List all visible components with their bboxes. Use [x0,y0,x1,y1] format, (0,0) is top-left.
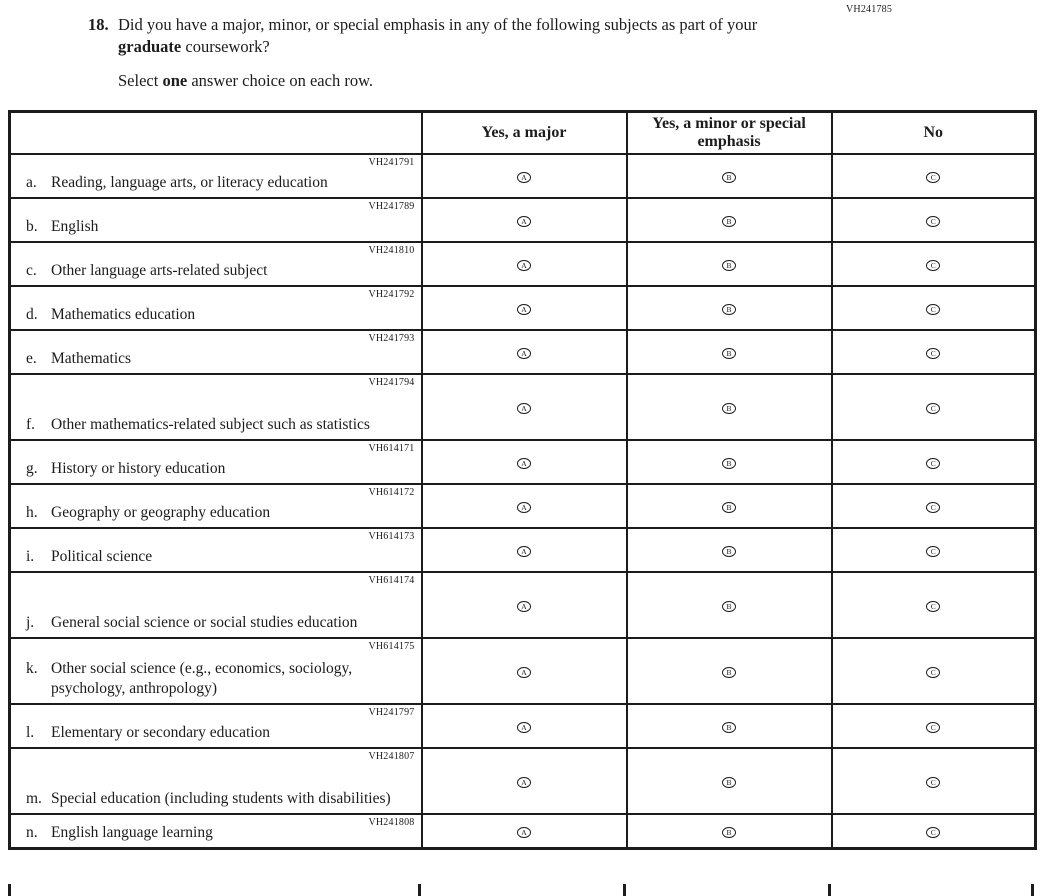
option-cell [422,286,627,330]
row-letter: h. [26,503,38,521]
row-label-cell [10,572,422,638]
instruction-bold: one [162,70,188,90]
radio-yes-major[interactable]: A [517,458,531,469]
option-cell [627,286,832,330]
row-label-text: Geography or geography education [51,503,271,521]
row-letter: c. [26,261,37,279]
radio-no[interactable]: C [926,546,940,557]
question-text-pre: Did you have a major, minor, or special emphasis in any of the following subjects as part of your [118,15,758,34]
row-letter: f. [26,415,36,433]
row-label-cell [10,286,422,330]
row-label [26,415,415,435]
column-header-yes-minor-special: Yes, a minor or special emphasis [627,112,832,154]
row-label-text: General social science or social studies education [51,613,358,631]
instruction-pre: Select [118,70,163,90]
radio-yes-minor-special[interactable]: B [722,722,736,733]
row-letter: a. [26,173,37,191]
row-label [26,823,415,843]
radio-no[interactable]: C [926,502,940,513]
option-cell [627,440,832,484]
radio-yes-minor-special[interactable]: B [722,348,736,359]
option-cell [832,286,1036,330]
row-label [26,789,415,809]
option-cell [832,814,1036,849]
row-label-cell [10,374,422,440]
row-label [26,305,415,325]
row-variable-code: VH614171 [368,442,415,454]
response-grid [8,110,1037,850]
row-label-cell [10,484,422,528]
option-cell [627,638,832,704]
radio-yes-minor-special[interactable]: B [722,216,736,227]
row-letter: d. [26,305,38,323]
radio-no[interactable]: C [926,403,940,414]
option-cell [832,704,1036,748]
table-row [10,704,1036,748]
radio-yes-major[interactable]: A [517,260,531,271]
row-variable-code: VH241792 [368,288,415,300]
radio-no[interactable]: C [926,304,940,315]
question-block [88,14,828,91]
option-cell [832,198,1036,242]
row-label-text: History or history education [51,459,226,477]
question-number: 18. [88,15,109,34]
row-letter: m. [26,789,42,807]
row-label-text: Other mathematics-related subject such as statistics [51,415,370,433]
option-cell [627,748,832,814]
radio-no[interactable]: C [926,722,940,733]
radio-yes-minor-special[interactable]: B [722,304,736,315]
row-label-cell [10,440,422,484]
radio-yes-minor-special[interactable]: B [722,827,736,838]
row-label-text: Political science [51,547,153,565]
radio-yes-minor-special[interactable]: B [722,667,736,678]
option-cell [422,748,627,814]
option-cell [627,242,832,286]
option-cell [627,704,832,748]
radio-no[interactable]: C [926,667,940,678]
row-letter: j. [26,613,35,631]
row-label [26,613,415,633]
row-letter: k. [26,660,38,678]
radio-yes-major[interactable]: A [517,601,531,612]
table-row [10,528,1036,572]
row-label-text: Other social science (e.g., economics, sociology, psychology, anthropology) [51,660,353,697]
row-label-cell [10,330,422,374]
header-blank-cell [10,112,422,154]
option-cell [422,704,627,748]
row-label-cell [10,814,422,849]
row-letter: i. [26,547,35,565]
instruction-post: answer choice on each row. [187,70,374,90]
option-cell [627,814,832,849]
radio-no[interactable]: C [926,777,940,788]
option-cell [832,484,1036,528]
question-text-bold: graduate [118,36,182,56]
row-variable-code: VH614174 [368,574,415,586]
row-label-cell [10,704,422,748]
option-cell [627,198,832,242]
table-row [10,814,1036,849]
table-row [10,330,1036,374]
option-cell [422,528,627,572]
option-cell [422,242,627,286]
radio-yes-major[interactable]: A [517,216,531,227]
option-cell [832,572,1036,638]
radio-no[interactable]: C [926,827,940,838]
radio-yes-major[interactable]: A [517,403,531,414]
question-text-post: coursework? [181,36,270,56]
option-cell [627,154,832,198]
row-label-text: Special education (including students with disabilities) [51,789,391,807]
table-gridline-continuation [623,884,626,896]
table-row [10,374,1036,440]
row-label [26,217,415,237]
row-letter: e. [26,349,37,367]
row-label [26,261,415,281]
row-label-text: Other language arts-related subject [51,261,268,279]
option-cell [422,198,627,242]
option-cell [832,242,1036,286]
table-row [10,638,1036,704]
row-variable-code: VH614173 [368,530,415,542]
radio-yes-minor-special[interactable]: B [722,601,736,612]
row-label-cell [10,638,422,704]
option-cell [422,572,627,638]
row-letter: l. [26,723,35,741]
row-label-cell [10,748,422,814]
radio-yes-major[interactable]: A [517,502,531,513]
radio-no[interactable]: C [926,458,940,469]
option-cell [627,528,832,572]
row-label-text: Mathematics [51,349,132,367]
radio-yes-major[interactable]: A [517,304,531,315]
row-variable-code: VH241808 [368,816,415,828]
row-variable-code: VH241789 [368,200,415,212]
option-cell [627,330,832,374]
radio-yes-major[interactable]: A [517,348,531,359]
table-row [10,440,1036,484]
option-cell [422,814,627,849]
radio-yes-major[interactable]: A [517,546,531,557]
row-label [26,459,415,479]
option-cell [422,440,627,484]
table-row [10,242,1036,286]
question-instruction [118,71,828,91]
option-cell [627,572,832,638]
row-label [26,723,415,743]
radio-no[interactable]: C [926,172,940,183]
option-cell [422,484,627,528]
row-label-cell [10,198,422,242]
column-header-yes-major: Yes, a major [422,112,627,154]
radio-no[interactable]: C [926,601,940,612]
option-cell [422,154,627,198]
radio-yes-minor-special[interactable]: B [722,502,736,513]
row-label [26,659,415,699]
radio-no[interactable]: C [926,348,940,359]
row-label-text: Elementary or secondary education [51,723,271,741]
radio-yes-major[interactable]: A [517,172,531,183]
table-row [10,154,1036,198]
option-cell [832,528,1036,572]
row-label-cell [10,242,422,286]
option-cell [832,440,1036,484]
row-variable-code: VH241807 [368,750,415,762]
option-cell [422,330,627,374]
form-code: VH241785 [846,4,893,15]
option-cell [832,374,1036,440]
row-variable-code: VH241797 [368,706,415,718]
header-row [10,112,1036,154]
row-label-text: Mathematics education [51,305,196,323]
row-label-cell [10,154,422,198]
option-cell [422,638,627,704]
question-text [118,14,823,58]
radio-yes-minor-special[interactable]: B [722,546,736,557]
radio-yes-minor-special[interactable]: B [722,260,736,271]
table-gridline-continuation [1031,884,1034,896]
row-label-cell [10,528,422,572]
radio-yes-major[interactable]: A [517,667,531,678]
row-label-text: English [51,217,99,235]
radio-yes-minor-special[interactable]: B [722,403,736,414]
row-label-text: English language learning [51,824,213,842]
option-cell [627,374,832,440]
row-label [26,503,415,523]
row-label [26,173,415,193]
row-letter: g. [26,459,38,477]
table-row [10,286,1036,330]
option-cell [422,374,627,440]
radio-yes-minor-special[interactable]: B [722,458,736,469]
option-cell [627,484,832,528]
row-label [26,547,415,567]
radio-no[interactable]: C [926,260,940,271]
option-cell [832,330,1036,374]
option-cell [832,154,1036,198]
table-gridline-continuation [418,884,421,896]
option-cell [832,748,1036,814]
row-label [26,349,415,369]
row-letter: b. [26,217,38,235]
row-variable-code: VH614172 [368,486,415,498]
row-label-text: Reading, language arts, or literacy education [51,173,328,191]
radio-yes-major[interactable]: A [517,777,531,788]
table-row [10,484,1036,528]
row-variable-code: VH241794 [368,376,415,388]
row-letter: n. [26,824,38,842]
row-variable-code: VH241810 [368,244,415,256]
option-cell [832,638,1036,704]
table-row [10,748,1036,814]
row-variable-code: VH241791 [368,156,415,168]
radio-yes-minor-special[interactable]: B [722,777,736,788]
radio-yes-major[interactable]: A [517,827,531,838]
column-header-no: No [832,112,1036,154]
table-gridline-continuation [8,884,11,896]
radio-yes-major[interactable]: A [517,722,531,733]
table-row [10,572,1036,638]
row-variable-code: VH241793 [368,332,415,344]
radio-no[interactable]: C [926,216,940,227]
radio-yes-minor-special[interactable]: B [722,172,736,183]
table-gridline-continuation [828,884,831,896]
table-row [10,198,1036,242]
row-variable-code: VH614175 [368,640,415,652]
